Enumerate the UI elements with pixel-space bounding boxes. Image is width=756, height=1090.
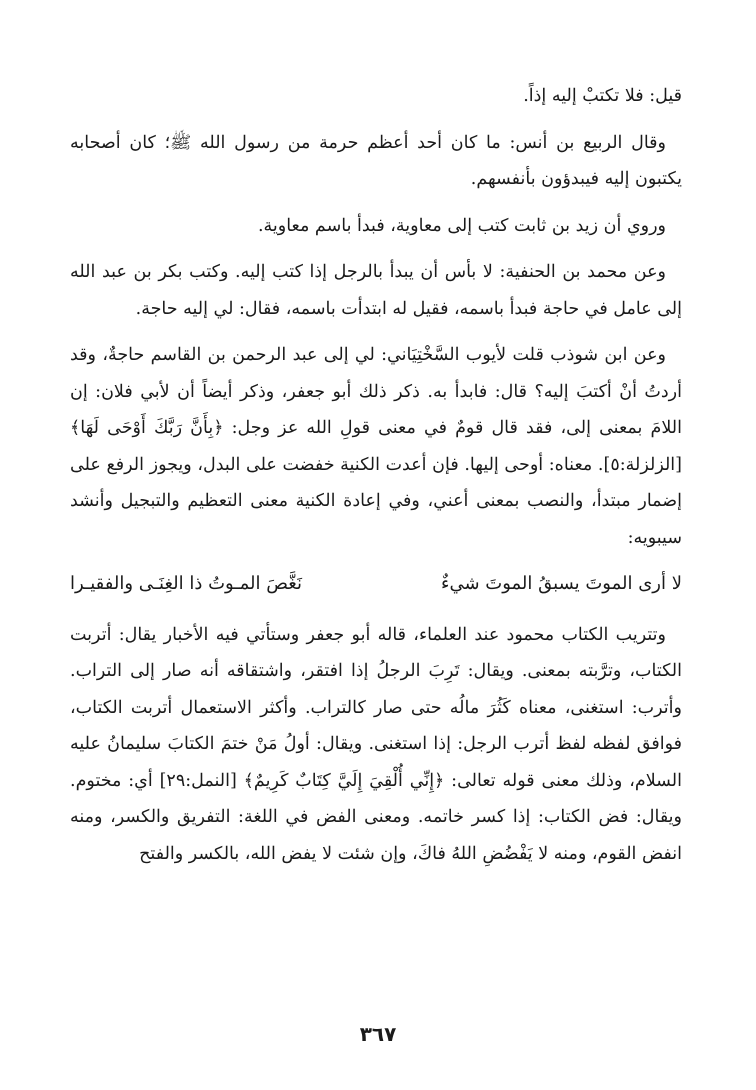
paragraph: وعن محمد بن الحنفية: لا بأس أن يبدأ بالرجل إذا كتب إليه. وكتب بكر بن عبد الله إلى عامل في حاجة فبدأ باسمه، فقيل له ابتدأت باسمه، فقال: لي إليه حاجة.	[70, 262, 682, 319]
poetry-verse	[70, 566, 682, 603]
paragraph: وعن ابن شوذب قلت لأيوب السَّخْتِيَاني: لي إلى عبد الرحمن بن القاسم حاجةٌ، وقد أردتُ أنْ أكتبَ إليه؟ قال: فابدأ به. ذكر ذلك أبو جعفر، وذكر أيضاً أن لأبي فلان: إن اللامَ بمعنى إلى، فقد قال قومٌ في معنى قولِ الله عز وجل: ﴿بِأَنَّ رَبَّكَ أَوْحَى لَهَا﴾ [الزلزلة:٥]. معناه: أوحى إليها. فإن أعدت الكنية خفضت على البدل، ويجوز الرفع على إضمار مبتدأ، والنصب بمعنى أعني، وفي إعادة الكنية معنى التعظيم والتبجيل وأنشد سيبويه:	[70, 345, 682, 548]
paragraph: وتتريب الكتاب محمود عند العلماء، قاله أبو جعفر وستأتي فيه الأخبار يقال: أتربت الكتاب، وترَّبته بمعنى. ويقال: تَرِبَ الرجلُ إذا افتقر، واشتقاقه أنه صار إلى التراب. وأترب: استغنى، معناه كَثُرَ مالُه حتى صار كالتراب. وأكثر الاستعمال أتربت الكتاب، فوافق لفظه لفظ أترب الرجل: إذا استغنى. ويقال: أولُ مَنْ ختمَ الكتابَ سليمانُ عليه السلام، وذلك معنى قوله تعالى: ﴿إِنِّي أُلْقِيَ إِلَيَّ كِتَابٌ كَرِيمٌ﴾ [النمل:٢٩] أي: مختوم. ويقال: فض الكتاب: إذا كسر خاتمه. ومعنى الفض في اللغة: التفريق والكسر، ومنه انفض القوم، ومنه لا يَفْضُضِ اللهُ فاكَ، وإن شئت لا يفض الله، بالكسر والفتح	[70, 624, 682, 864]
verse-second-hemistich: نَغَّصَ المـوتُ ذا الغِنَـى والفقيـرا	[70, 573, 302, 594]
page-body	[70, 78, 682, 882]
paragraph: قيل: فلا تكتبْ إليه إذاً.	[523, 86, 682, 106]
paragraph: وقال الربيع بن أنس: ما كان أحد أعظم حرمة من رسول الله ﷺ؛ كان أصحابه يكتبون إليه فيبدؤون بأنفسهم.	[70, 132, 682, 189]
page-number: ٣٦٧	[359, 1022, 397, 1046]
paragraph: وروي أن زيد بن ثابت كتب إلى معاوية، فبدأ باسم معاوية.	[257, 215, 666, 236]
verse-first-hemistich: لا أرى الموتَ يسبقُ الموتَ شيءٌ	[441, 573, 682, 594]
